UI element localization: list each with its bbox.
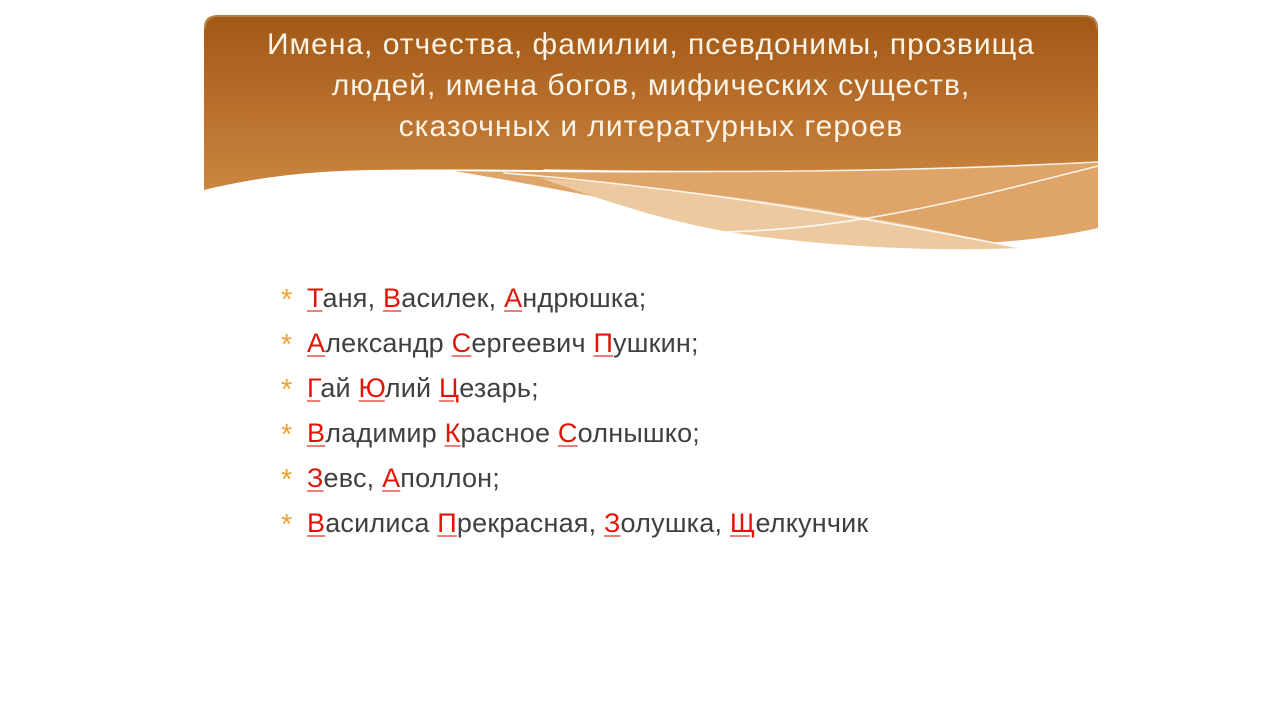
text-run: ай: [320, 373, 359, 403]
highlighted-letter: П: [593, 328, 614, 358]
list-item-text: [307, 366, 539, 411]
list-item: [281, 456, 868, 501]
bullet-asterisk-icon: *: [281, 464, 293, 496]
highlighted-letter: З: [307, 463, 324, 493]
highlighted-letter: С: [451, 328, 472, 358]
list-item: [281, 276, 868, 321]
highlighted-letter: Г: [307, 373, 321, 403]
text-run: лександр: [325, 328, 452, 358]
list-item: [281, 501, 868, 546]
bullet-asterisk-icon: *: [281, 284, 293, 316]
highlighted-letter: В: [307, 418, 326, 448]
list-item: [281, 366, 868, 411]
text-run: олушка,: [620, 508, 730, 538]
list-item-text: [307, 501, 868, 546]
highlighted-letter: С: [557, 418, 578, 448]
bullet-asterisk-icon: *: [281, 329, 293, 361]
highlighted-letter: Т: [307, 283, 323, 313]
text-run: асилек,: [401, 283, 505, 313]
highlighted-letter: Ю: [358, 373, 385, 403]
highlighted-letter: В: [383, 283, 402, 313]
list-item-text: [307, 321, 699, 366]
text-run: лий: [384, 373, 440, 403]
list-item: [281, 411, 868, 456]
text-run: елкунчик: [755, 508, 869, 538]
highlighted-letter: А: [307, 328, 326, 358]
highlighted-letter: Щ: [729, 508, 756, 538]
title-line-2: людей, имена богов, мифических существ,: [331, 69, 971, 102]
text-run: поллон;: [400, 463, 500, 493]
text-run: асилиса: [325, 508, 438, 538]
slide-title: [204, 24, 1098, 147]
bullet-asterisk-icon: *: [281, 509, 293, 541]
highlighted-letter: П: [437, 508, 457, 538]
highlighted-letter: К: [444, 418, 461, 448]
text-run: езарь;: [459, 373, 539, 403]
list-item-text: [307, 411, 700, 456]
title-line-1: Имена, отчества, фамилии, псевдонимы, прозвища: [266, 28, 1035, 61]
text-run: ладимир: [325, 418, 445, 448]
list-item-text: [307, 276, 646, 321]
highlighted-letter: Ц: [439, 373, 460, 403]
list-item-text: [307, 456, 500, 501]
text-run: евс,: [323, 463, 383, 493]
title-line-3: сказочных и литературных героев: [398, 110, 904, 143]
text-run: ергеевич: [471, 328, 594, 358]
text-run: рекрасная,: [456, 508, 605, 538]
bullet-asterisk-icon: *: [281, 419, 293, 451]
highlighted-letter: В: [307, 508, 326, 538]
text-run: ушкин;: [613, 328, 699, 358]
title-banner: [204, 15, 1098, 267]
highlighted-letter: А: [504, 283, 523, 313]
bullet-list: [281, 276, 868, 546]
text-run: олнышко;: [577, 418, 701, 448]
highlighted-letter: А: [382, 463, 401, 493]
text-run: ндрюшка;: [522, 283, 647, 313]
highlighted-letter: З: [604, 508, 621, 538]
list-item: [281, 321, 868, 366]
text-run: расное: [460, 418, 558, 448]
text-run: аня,: [322, 283, 384, 313]
bullet-asterisk-icon: *: [281, 374, 293, 406]
